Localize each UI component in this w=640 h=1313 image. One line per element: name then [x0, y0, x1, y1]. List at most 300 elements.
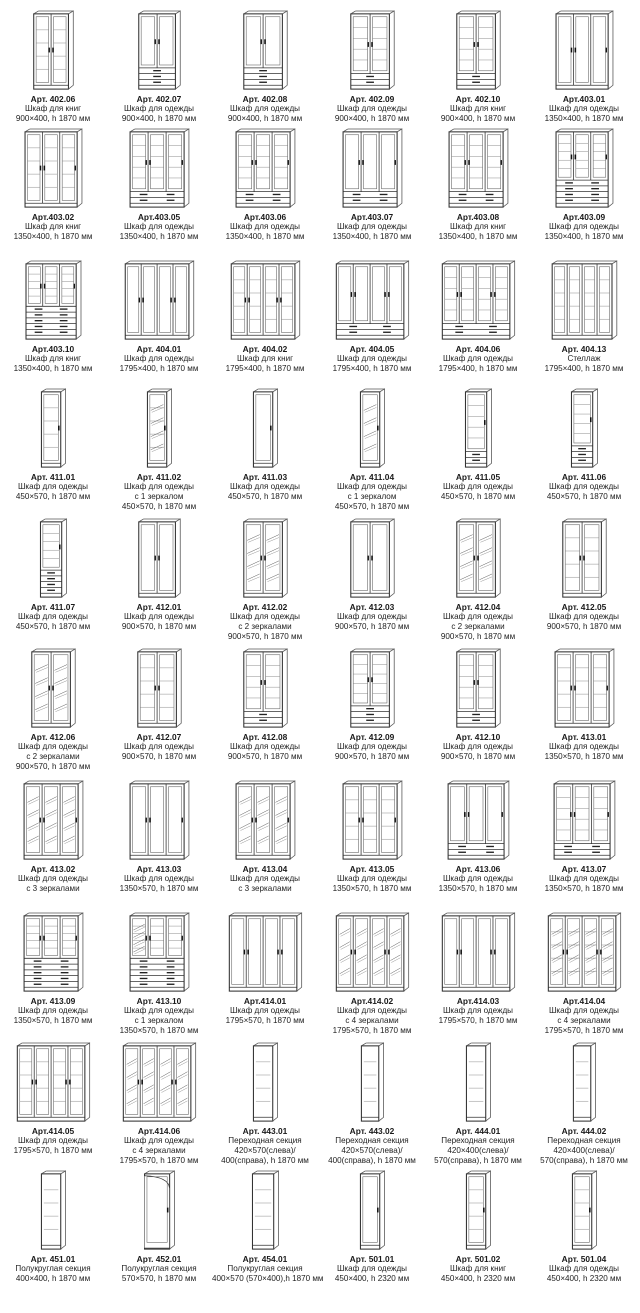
- item-dimensions: 570(справа), h 1870 мм: [434, 1156, 522, 1165]
- item-dimensions: 450×570, h 1870 мм: [15, 492, 91, 501]
- item-description: 420×400(слева)/: [553, 1146, 615, 1155]
- catalog-item: [319, 518, 425, 632]
- item-description: Стеллаж: [567, 354, 601, 363]
- article-code: Арт. 413.02: [30, 864, 76, 874]
- wardrobe-drawing: [228, 260, 303, 342]
- wardrobe-drawing: [570, 1170, 599, 1252]
- item-description: Шкаф для одежды: [336, 482, 408, 491]
- catalog-item: [0, 648, 106, 772]
- item-description: Переходная секция: [441, 1136, 515, 1145]
- article-code: Арт. 402.07: [136, 94, 182, 104]
- item-dimensions: 450×400, h 2320 мм: [334, 1274, 410, 1283]
- item-description: Шкаф для одежды: [336, 1264, 408, 1273]
- article-code: Арт.414.05: [31, 1126, 75, 1136]
- article-code: Арт. 452.01: [136, 1254, 182, 1264]
- item-description: Шкаф для одежды: [123, 222, 195, 231]
- wardrobe-drawing: [233, 128, 298, 210]
- item-description: Шкаф для одежды: [123, 612, 195, 621]
- item-description: с 1 зеркалом: [134, 1016, 184, 1025]
- item-description: Переходная секция: [335, 1136, 409, 1145]
- wardrobe-drawing: [251, 388, 280, 470]
- wardrobe-drawing: [348, 648, 397, 730]
- wardrobe-drawing: [463, 388, 494, 470]
- item-dimensions: 900×570, h 1870 мм: [334, 622, 410, 631]
- item-description: с 4 зеркалами: [132, 1146, 186, 1155]
- article-code: Арт. 501.01: [349, 1254, 395, 1264]
- item-dimensions: 1350×400, h 1870 мм: [332, 232, 412, 241]
- item-description: Шкаф для одежды: [17, 874, 89, 883]
- article-code: Арт. 411.01: [30, 472, 76, 482]
- wardrobe-drawing: [136, 518, 183, 600]
- item-description: Шкаф для одежды: [229, 1006, 301, 1015]
- wardrobe-drawing: [464, 1170, 493, 1252]
- item-dimensions: с 3 зеркалами: [238, 884, 292, 893]
- wardrobe-drawing: [241, 518, 290, 600]
- item-description: Шкаф для одежды: [123, 1136, 195, 1145]
- article-code: Арт. 413.03: [136, 864, 182, 874]
- item-description: Шкаф для одежды: [442, 1006, 514, 1015]
- item-description: Шкаф для одежды: [336, 354, 408, 363]
- article-code: Арт.403.08: [456, 212, 500, 222]
- wardrobe-drawing: [439, 260, 518, 342]
- article-code: Арт. 402.08: [242, 94, 288, 104]
- wardrobe-drawing: [333, 260, 412, 342]
- catalog-item: [425, 648, 531, 762]
- catalog-item: [0, 260, 106, 374]
- article-code: Арт.403.05: [137, 212, 181, 222]
- item-description: Шкаф для одежды: [442, 742, 514, 751]
- item-description: Шкаф для одежды: [17, 742, 89, 751]
- wardrobe-drawing: [446, 128, 511, 210]
- item-dimensions: 1350×570, h 1870 мм: [438, 884, 518, 893]
- item-description: Шкаф для книг: [449, 1264, 507, 1273]
- item-dimensions: 1350×400, h 1870 мм: [225, 232, 305, 241]
- catalog-item: [0, 912, 106, 1026]
- wardrobe-drawing: [454, 10, 503, 92]
- article-code: Арт. 413.07: [561, 864, 607, 874]
- catalog-item: [531, 260, 637, 374]
- catalog-item: [425, 912, 531, 1026]
- article-code: Арт. 451.01: [30, 1254, 76, 1264]
- article-code: Арт. 501.02: [455, 1254, 501, 1264]
- article-code: Арт.414.04: [562, 996, 606, 1006]
- item-dimensions: 450×400, h 2320 мм: [546, 1274, 622, 1283]
- item-dimensions: 900×400, h 1870 мм: [440, 114, 516, 123]
- catalog-item: [531, 388, 637, 502]
- item-description: Шкаф для одежды: [229, 612, 301, 621]
- item-dimensions: 1350×570, h 1870 мм: [332, 884, 412, 893]
- catalog-item: [0, 10, 106, 124]
- item-description: с 1 зеркалом: [134, 492, 184, 501]
- catalog-item: [106, 10, 212, 124]
- wardrobe-drawing: [454, 518, 503, 600]
- item-description: Шкаф для одежды: [229, 482, 301, 491]
- article-code: Арт. 404.13: [561, 344, 607, 354]
- item-description: Шкаф для одежды: [123, 1006, 195, 1015]
- item-dimensions: 1350×400, h 1870 мм: [119, 232, 199, 241]
- catalog-item: [531, 648, 637, 762]
- article-code: Арт.414.01: [243, 996, 287, 1006]
- item-description: Шкаф для одежды: [17, 1136, 89, 1145]
- article-code: Арт. 501.04: [561, 1254, 607, 1264]
- item-description: Шкаф для одежды: [548, 742, 620, 751]
- wardrobe-drawing: [551, 780, 618, 862]
- catalog-item: [106, 1042, 212, 1166]
- item-dimensions: 400(справа), h 1870 мм: [221, 1156, 309, 1165]
- item-description: Шкаф для одежды: [229, 104, 301, 113]
- item-description: Полукруглая секция: [121, 1264, 197, 1273]
- wardrobe-drawing: [241, 10, 290, 92]
- catalog-item: [0, 1170, 106, 1284]
- item-description: Шкаф для одежды: [442, 612, 514, 621]
- article-code: Арт. 412.08: [242, 732, 288, 742]
- item-dimensions: 1350×570, h 1870 мм: [544, 884, 624, 893]
- wardrobe-drawing: [569, 388, 600, 470]
- article-code: Арт. 404.02: [242, 344, 288, 354]
- article-code: Арт. 443.02: [349, 1126, 395, 1136]
- wardrobe-drawing: [545, 912, 624, 994]
- catalog-item: [531, 780, 637, 894]
- item-description: с 2 зеркалами: [238, 622, 292, 631]
- item-description: Шкаф для одежды: [548, 1264, 620, 1273]
- catalog-item: [319, 912, 425, 1036]
- wardrobe-drawing: [340, 128, 405, 210]
- article-code: Арт. 444.01: [455, 1126, 501, 1136]
- wardrobe-drawing: [340, 780, 405, 862]
- article-code: Арт. 412.06: [30, 732, 76, 742]
- wardrobe-drawing: [226, 912, 305, 994]
- item-dimensions: 1795×400, h 1870 мм: [544, 364, 624, 373]
- item-description: Шкаф для книг: [24, 354, 82, 363]
- item-dimensions: 900×570, h 1870 мм: [227, 752, 303, 761]
- article-code: Арт. 413.04: [242, 864, 288, 874]
- catalog-item: [425, 780, 531, 894]
- item-description: с 2 зеркалами: [451, 622, 505, 631]
- catalog-item: [319, 780, 425, 894]
- catalog-item: [106, 1170, 212, 1284]
- article-code: Арт.414.03: [456, 996, 500, 1006]
- wardrobe-drawing: [31, 10, 76, 92]
- catalog-item: [425, 10, 531, 124]
- item-dimensions: 1350×570, h 1870 мм: [544, 752, 624, 761]
- item-dimensions: 450×570, h 1870 мм: [227, 492, 303, 501]
- wardrobe-drawing: [233, 780, 298, 862]
- item-description: Шкаф для одежды: [17, 1006, 89, 1015]
- article-code: Арт. 411.03: [242, 472, 288, 482]
- catalog-item: [425, 518, 531, 642]
- wardrobe-drawing: [122, 260, 197, 342]
- item-dimensions: 1795×570, h 1870 мм: [332, 1026, 412, 1035]
- item-dimensions: 400×570 (570×400),h 1870 мм: [212, 1274, 324, 1283]
- article-code: Арт. 412.09: [349, 732, 395, 742]
- wardrobe-drawing: [39, 1170, 68, 1252]
- article-code: Арт. 404.06: [455, 344, 501, 354]
- item-description: с 4 зеркалами: [345, 1016, 399, 1025]
- article-code: Арт. 402.06: [30, 94, 76, 104]
- catalog-item: [425, 388, 531, 502]
- catalog-item: [319, 260, 425, 374]
- wardrobe-drawing: [241, 648, 290, 730]
- article-code: Арт. 444.02: [561, 1126, 607, 1136]
- item-description: Шкаф для одежды: [548, 104, 620, 113]
- item-description: Шкаф для одежды: [123, 874, 195, 883]
- item-dimensions: с 3 зеркалами: [26, 884, 80, 893]
- wardrobe-drawing: [21, 780, 86, 862]
- item-description: Переходная секция: [228, 1136, 302, 1145]
- item-dimensions: 900×400, h 1870 мм: [334, 114, 410, 123]
- item-dimensions: 900×400, h 1870 мм: [15, 114, 91, 123]
- wardrobe-drawing: [127, 780, 192, 862]
- wardrobe-drawing: [23, 260, 84, 342]
- catalog-item: [0, 1042, 106, 1156]
- item-dimensions: 400×400, h 1870 мм: [15, 1274, 91, 1283]
- article-code: Арт. 443.01: [242, 1126, 288, 1136]
- catalog-item: [106, 260, 212, 374]
- item-dimensions: 900×570, h 1870 мм: [440, 752, 516, 761]
- item-description: Полукруглая секция: [227, 1264, 303, 1273]
- catalog-item: [212, 1170, 324, 1284]
- article-code: Арт. 404.01: [136, 344, 182, 354]
- wardrobe-drawing: [464, 1042, 493, 1124]
- catalog-item: [425, 128, 531, 242]
- item-dimensions: 900×570, h 1870 мм: [121, 752, 197, 761]
- item-description: Шкаф для одежды: [17, 612, 89, 621]
- wardrobe-drawing: [22, 128, 85, 210]
- article-code: Арт. 412.07: [136, 732, 182, 742]
- catalog-item: [319, 388, 425, 512]
- wardrobe-drawing: [553, 128, 616, 210]
- catalog-item: [531, 518, 637, 632]
- catalog-item: [425, 1042, 531, 1166]
- wardrobe-drawing: [445, 780, 512, 862]
- wardrobe-drawing: [251, 1042, 280, 1124]
- article-code: Арт. 412.01: [136, 602, 182, 612]
- article-code: Арт. 402.09: [349, 94, 395, 104]
- item-dimensions: 900×570, h 1870 мм: [15, 762, 91, 771]
- catalog-item: [0, 388, 106, 502]
- item-description: Шкаф для одежды: [336, 104, 408, 113]
- catalog-item: [425, 260, 531, 374]
- article-code: Арт. 413.01: [561, 732, 607, 742]
- catalog-item: [212, 128, 318, 242]
- wardrobe-drawing: [560, 518, 609, 600]
- article-code: Арт. 412.04: [455, 602, 501, 612]
- wardrobe-drawing: [358, 388, 387, 470]
- wardrobe-drawing: [21, 912, 86, 994]
- article-code: Арт.414.06: [137, 1126, 181, 1136]
- item-description: Шкаф для одежды: [123, 742, 195, 751]
- wardrobe-drawing: [29, 648, 78, 730]
- article-code: Арт.403.10: [31, 344, 75, 354]
- item-dimensions: 900×570, h 1870 мм: [227, 632, 303, 641]
- item-dimensions: 900×400, h 1870 мм: [121, 114, 197, 123]
- article-code: Арт.403.01: [562, 94, 606, 104]
- item-dimensions: 900×400, h 1870 мм: [227, 114, 303, 123]
- catalog-item: [106, 128, 212, 242]
- item-description: Шкаф для одежды: [548, 482, 620, 491]
- item-dimensions: 570(справа), h 1870 мм: [540, 1156, 628, 1165]
- item-dimensions: 1795×400, h 1870 мм: [332, 364, 412, 373]
- catalog-item: [0, 128, 106, 242]
- wardrobe-drawing: [358, 1170, 387, 1252]
- catalog-item: [212, 780, 318, 894]
- item-dimensions: 1795×570, h 1870 мм: [13, 1146, 93, 1155]
- catalog-item: [425, 1170, 531, 1284]
- item-description: Переходная секция: [547, 1136, 621, 1145]
- catalog-item: [531, 1170, 637, 1284]
- item-dimensions: 1795×570, h 1870 мм: [225, 1016, 305, 1025]
- catalog-item: [106, 912, 212, 1036]
- article-code: Арт. 412.05: [561, 602, 607, 612]
- article-code: Арт. 402.10: [455, 94, 501, 104]
- catalog-item: [319, 128, 425, 242]
- item-description: Шкаф для одежды: [548, 1006, 620, 1015]
- item-description: Полукруглая секция: [15, 1264, 91, 1273]
- article-code: Арт.403.09: [562, 212, 606, 222]
- catalog-item: [106, 518, 212, 632]
- catalog-item: [319, 1170, 425, 1284]
- article-code: Арт. 413.06: [455, 864, 501, 874]
- item-dimensions: 1795×400, h 1870 мм: [438, 364, 518, 373]
- item-description: Шкаф для книг: [449, 222, 507, 231]
- article-code: Арт. 412.10: [455, 732, 501, 742]
- catalog-item: [531, 10, 637, 124]
- catalog-item: [531, 912, 637, 1036]
- item-description: Шкаф для одежды: [123, 354, 195, 363]
- catalog-item: [319, 648, 425, 762]
- wardrobe-drawing: [348, 10, 397, 92]
- catalog-item: [212, 518, 318, 642]
- item-description: Шкаф для книг: [24, 104, 82, 113]
- catalog-item: [319, 1042, 425, 1166]
- item-dimensions: 900×570, h 1870 мм: [440, 632, 516, 641]
- item-description: Шкаф для одежды: [336, 1006, 408, 1015]
- item-dimensions: 450×570, h 1870 мм: [440, 492, 516, 501]
- item-description: Шкаф для одежды: [548, 222, 620, 231]
- item-dimensions: 1795×400, h 1870 мм: [225, 364, 305, 373]
- catalog-item: [212, 10, 318, 124]
- item-description: Шкаф для книг: [449, 104, 507, 113]
- article-code: Арт.403.06: [243, 212, 287, 222]
- article-code: Арт. 413.09: [30, 996, 76, 1006]
- wardrobe-drawing: [136, 10, 183, 92]
- item-description: Шкаф для одежды: [229, 874, 301, 883]
- wardrobe-drawing: [38, 518, 69, 600]
- wardrobe-drawing: [454, 648, 503, 730]
- item-description: 420×570(слева)/: [341, 1146, 403, 1155]
- catalog-item: [106, 780, 212, 894]
- wardrobe-drawing: [348, 518, 397, 600]
- item-description: 420×570(слева)/: [234, 1146, 296, 1155]
- item-description: с 4 зеркалами: [557, 1016, 611, 1025]
- wardrobe-drawing: [549, 260, 620, 342]
- item-description: Шкаф для одежды: [17, 482, 89, 491]
- item-description: Шкаф для одежды: [548, 612, 620, 621]
- item-description: Шкаф для книг: [236, 354, 294, 363]
- catalog-item: [106, 388, 212, 512]
- item-dimensions: 900×570, h 1870 мм: [546, 622, 622, 631]
- item-description: 420×400(слева)/: [447, 1146, 509, 1155]
- item-dimensions: 900×570, h 1870 мм: [334, 752, 410, 761]
- item-description: Шкаф для одежды: [123, 482, 195, 491]
- article-code: Арт. 411.07: [30, 602, 76, 612]
- wardrobe-drawing: [333, 912, 412, 994]
- wardrobe-drawing: [145, 388, 174, 470]
- item-dimensions: 570×570, h 1870 мм: [121, 1274, 197, 1283]
- item-dimensions: 400(справа), h 1870 мм: [328, 1156, 416, 1165]
- wardrobe-drawing: [120, 1042, 199, 1124]
- article-code: Арт. 413.05: [349, 864, 395, 874]
- item-description: Шкаф для одежды: [442, 482, 514, 491]
- item-description: Шкаф для одежды: [229, 742, 301, 751]
- article-code: Арт. 411.02: [136, 472, 182, 482]
- item-description: Шкаф для одежды: [336, 222, 408, 231]
- article-code: Арт.414.02: [350, 996, 394, 1006]
- item-dimensions: 1795×570, h 1870 мм: [438, 1016, 518, 1025]
- catalog-item: [212, 912, 318, 1026]
- item-dimensions: 1350×400, h 1870 мм: [13, 364, 93, 373]
- article-code: Арт. 412.03: [349, 602, 395, 612]
- article-code: Арт.403.07: [350, 212, 394, 222]
- item-dimensions: 1350×570, h 1870 мм: [119, 884, 199, 893]
- item-dimensions: 900×570, h 1870 мм: [121, 622, 197, 631]
- wardrobe-drawing: [439, 912, 518, 994]
- item-description: с 2 зеркалами: [26, 752, 80, 761]
- catalog-item: [319, 10, 425, 124]
- item-description: Шкаф для одежды: [336, 874, 408, 883]
- article-code: Арт. 404.05: [349, 344, 395, 354]
- article-code: Арт. 411.04: [349, 472, 395, 482]
- catalog-item: [212, 1042, 318, 1166]
- catalog-item: [212, 648, 318, 762]
- catalog-item: [212, 260, 318, 374]
- catalog-item: [0, 780, 106, 894]
- article-code: Арт. 411.05: [455, 472, 501, 482]
- wardrobe-drawing: [142, 1170, 177, 1252]
- item-dimensions: 1795×570, h 1870 мм: [119, 1156, 199, 1165]
- item-dimensions: 1350×400, h 1870 мм: [438, 232, 518, 241]
- item-description: Шкаф для одежды: [548, 874, 620, 883]
- item-dimensions: 1350×400, h 1870 мм: [544, 114, 624, 123]
- item-dimensions: 450×570, h 1870 мм: [121, 502, 197, 511]
- article-code: Арт. 413.10: [136, 996, 182, 1006]
- wardrobe-drawing: [552, 648, 617, 730]
- item-dimensions: 1350×570, h 1870 мм: [13, 1016, 93, 1025]
- wardrobe-drawing: [39, 388, 68, 470]
- item-dimensions: 450×400, h 2320 мм: [440, 1274, 516, 1283]
- catalog-item: [106, 648, 212, 762]
- item-description: Шкаф для одежды: [229, 222, 301, 231]
- item-dimensions: 450×570, h 1870 мм: [334, 502, 410, 511]
- item-description: Шкаф для одежды: [442, 874, 514, 883]
- article-code: Арт.403.02: [31, 212, 75, 222]
- item-description: с 1 зеркалом: [347, 492, 397, 501]
- article-code: Арт. 411.06: [561, 472, 607, 482]
- catalog-item: [531, 1042, 637, 1166]
- item-description: Шкаф для одежды: [123, 104, 195, 113]
- wardrobe-drawing: [127, 912, 192, 994]
- wardrobe-drawing: [127, 128, 192, 210]
- article-code: Арт. 454.01: [242, 1254, 288, 1264]
- wardrobe-drawing: [250, 1170, 281, 1252]
- item-dimensions: 1350×570, h 1870 мм: [119, 1026, 199, 1035]
- wardrobe-drawing: [359, 1042, 386, 1124]
- catalog-item: [0, 518, 106, 632]
- item-dimensions: 450×570, h 1870 мм: [546, 492, 622, 501]
- catalog-item: [531, 128, 637, 242]
- item-dimensions: 1350×400, h 1870 мм: [544, 232, 624, 241]
- wardrobe-drawing: [135, 648, 184, 730]
